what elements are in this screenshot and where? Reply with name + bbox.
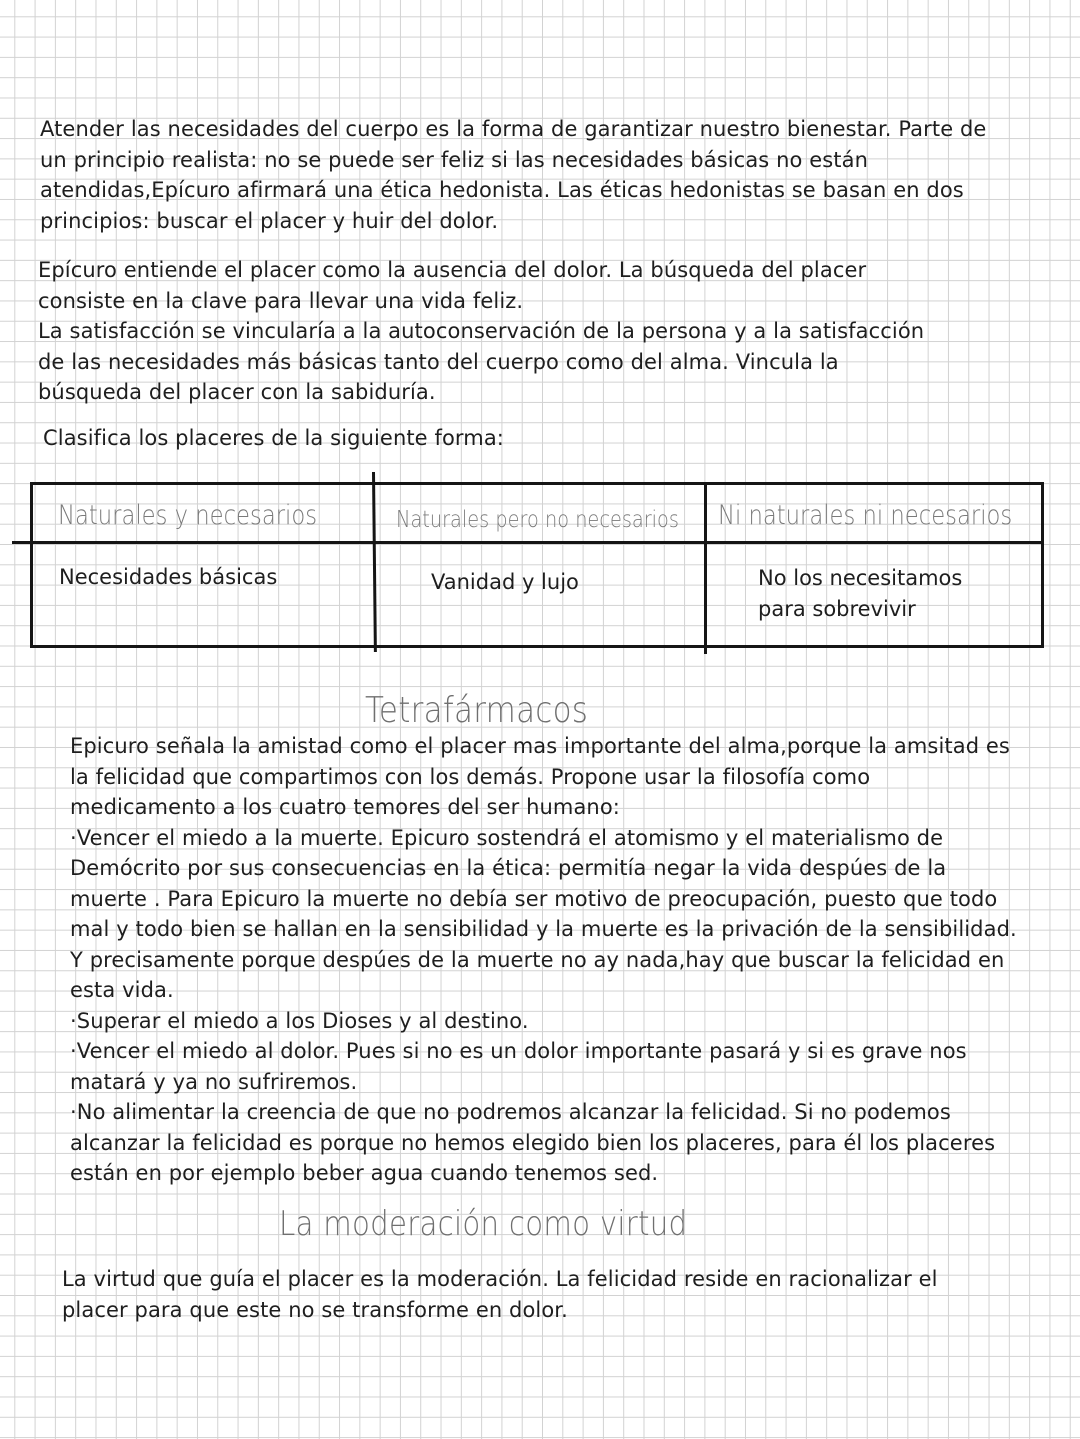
table-intro: Clasifica los placeres de la siguiente forma: <box>43 426 504 450</box>
table-cell-natural-unnecessary: Vanidad y lujo <box>431 570 579 594</box>
heading-tetrafarmacos: Tetrafármacos <box>365 690 589 731</box>
pleasure-paragraph: Epícuro entiende el placer como la ausencia del dolor. La búsqueda del placer consiste en la clave para llevar una vida feliz. La satisfacción se vincularía a la autoconservación de la persona y a la satisfacción de las necesidades más básicas tanto del cuerpo como del alma. Vincula la búsqueda del placer con la sabiduría. <box>38 258 925 404</box>
table-header-natural-unnecessary: Naturales pero no necesarios <box>396 507 679 533</box>
tetrafarmacos-paragraph: Epicuro señala la amistad como el placer mas importante del alma,porque la amsitad es la felicidad que compartimos con los demás. Propone usar la filosofía como medicamento a los cuatro temores del ser humano: ·Vencer el miedo a la muerte. Epicuro sostendrá el atomismo y el materialismo de Demócrito por sus consecuencias en la ética: permitía negar la vida despúes de la muerte . Para Epicuro la muerte no debía ser motivo de preocupación, puesto que todo mal y todo bien se hallan en la sensibilidad y la muerte es la privación de la sensibilidad. Y precisamente porque despúes de la muerte no ay nada,hay que buscar la felicidad en esta vida. ·Superar el miedo a los Dioses y al destino. ·Vencer el miedo al dolor. Pues si no es un dolor importante pasará y si es grave nos matará y ya no sufriremos. ·No alimentar la creencia de que no podremos alcanzar la felicidad. Si no podemos alcanzar la felicidad es porque no hemos elegido bien los placeres, para él los placeres están en por ejemplo beber agua cuando tenemos sed. <box>70 734 1017 1185</box>
table-border-top <box>30 482 1044 485</box>
table-header-natural-necessary: Naturales y necesarios <box>58 500 318 531</box>
heading-moderacion: La moderación como virtud <box>279 1204 688 1244</box>
table-cell-neither: No los necesitamos para sobrevivir <box>758 566 963 621</box>
table-border-right <box>1041 482 1044 648</box>
table-column-divider-1 <box>372 472 377 652</box>
table-cell-natural-necessary: Necesidades básicas <box>59 565 278 589</box>
table-border-left <box>30 482 33 648</box>
table-column-divider-2 <box>704 484 707 654</box>
table-header-divider <box>12 541 1044 544</box>
intro-paragraph: Atender las necesidades del cuerpo es la forma de garantizar nuestro bienestar. Parte de un principio realista: no se puede ser feliz si las necesidades básicas no están atendidas,Epícuro afirmará una ética hedonista. Las éticas hedonistas se basan en dos principios: buscar el placer y huir del dolor. <box>40 117 987 233</box>
moderacion-paragraph: La virtud que guía el placer es la moderación. La felicidad reside en racionalizar el placer para que este no se transforme en dolor. <box>62 1267 938 1322</box>
table-border-bottom <box>30 645 1044 648</box>
table-header-neither: Ni naturales ni necesarios <box>718 500 1013 531</box>
